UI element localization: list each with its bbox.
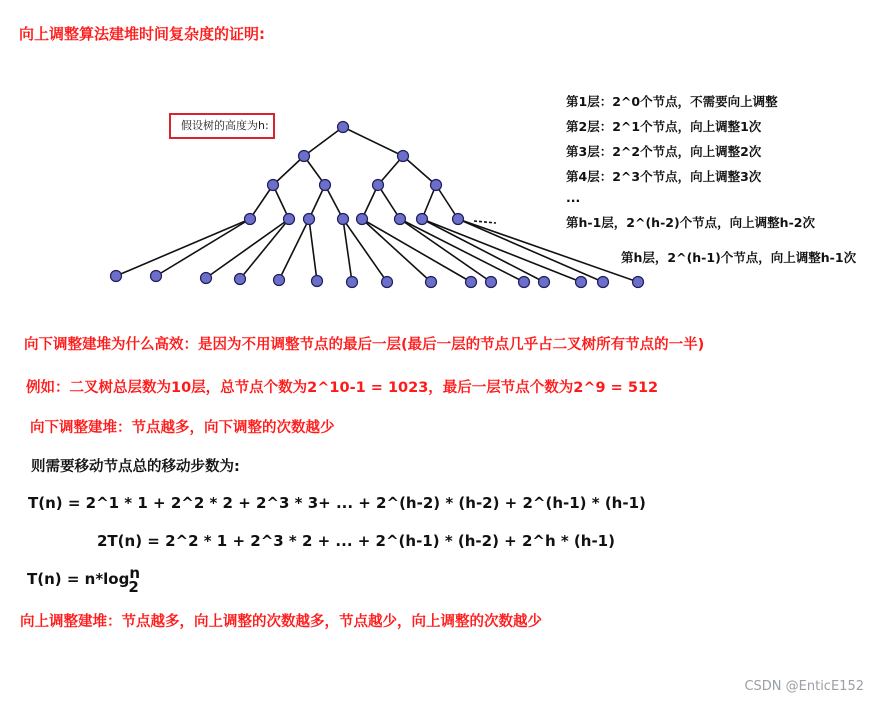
tree-node [431, 180, 442, 191]
level-3-text: 第3层：2^2个节点，向上调整2次 [566, 144, 762, 159]
tree-node [357, 214, 368, 225]
level-1-text: 第1层：2^0个节点，不需要向上调整 [566, 94, 778, 109]
tree-node [398, 151, 409, 162]
tree-node [382, 277, 393, 288]
tree-edge [362, 219, 431, 282]
total-steps-text: 则需要移动节点总的移动步数为: [31, 459, 240, 475]
tree-edge [273, 156, 304, 185]
tree-node [111, 271, 122, 282]
tree-node [320, 180, 331, 191]
tree-edge [279, 219, 309, 280]
tree-edge [250, 185, 273, 219]
tree-node [299, 151, 310, 162]
tree-edge [343, 219, 387, 282]
tree-node [633, 277, 644, 288]
level-h-minus-1-text: 第h-1层，2^(h-2)个节点，向上调整h-2次 [566, 215, 815, 230]
up-adjust-rule: 向上调整建堆：节点越多，向上调整的次数越多，节点越少，向上调整的次数越少 [20, 614, 542, 630]
tree-node [284, 214, 295, 225]
tree-height-note: 假设树的高度为h: [169, 113, 275, 139]
equation-2: 2T(n) = 2^2 * 1 + 2^3 * 2 + ... + 2^(h-1) * (h-2) + 2^h * (h-1) [97, 532, 615, 550]
equation-3-sub: 2 [128, 578, 139, 596]
equation-3-sup: n [129, 564, 141, 582]
tree-node [312, 276, 323, 287]
tree-edge [343, 127, 403, 156]
level-h-text: 第h层，2^(h-1)个节点，向上调整h-1次 [621, 250, 857, 265]
level-ellipsis: ... [566, 190, 581, 205]
why-efficient-text: 向下调整建堆为什么高效：是因为不用调整节点的最后一层(最后一层的节点几乎占二叉树所有节点的一半) [24, 337, 705, 353]
watermark: CSDN @EnticE152 [744, 679, 864, 694]
example-text: 例如：二叉树总层数为10层，总节点个数为2^10-1 = 1023，最后一层节点个数为2^9 = 512 [26, 380, 659, 396]
page-title: 向上调整算法建堆时间复杂度的证明: [19, 25, 266, 43]
tree-edge [362, 219, 471, 282]
tree-node [466, 277, 477, 288]
tree-node [338, 122, 349, 133]
tree-node [201, 273, 212, 284]
tree-edge [343, 219, 352, 282]
tree-trailing-dash [474, 221, 496, 223]
tree-node [598, 277, 609, 288]
tree-edge [400, 219, 524, 282]
tree-edge [309, 219, 317, 281]
equation-3 [27, 564, 143, 596]
tree-node [274, 275, 285, 286]
tree-node [539, 277, 550, 288]
level-2-text: 第2层：2^1个节点，向上调整1次 [566, 119, 762, 134]
equation-3-main: T(n) = n*log [27, 570, 130, 588]
tree-node [576, 277, 587, 288]
tree-node [338, 214, 349, 225]
tree-node [304, 214, 315, 225]
tree-node [347, 277, 358, 288]
tree-node [235, 274, 246, 285]
tree-node [486, 277, 497, 288]
tree-edge [156, 219, 250, 276]
tree-node [268, 180, 279, 191]
tree-node [395, 214, 406, 225]
tree-node [453, 214, 464, 225]
tree-node [373, 180, 384, 191]
tree-node [426, 277, 437, 288]
down-adjust-rule: 向下调整建堆：节点越多，向下调整的次数越少 [30, 420, 335, 436]
tree-node [519, 277, 530, 288]
tree-edge [116, 219, 250, 276]
tree-node [417, 214, 428, 225]
tree-node [245, 214, 256, 225]
level-4-text: 第4层：2^3个节点，向上调整3次 [566, 169, 762, 184]
equation-1: T(n) = 2^1 * 1 + 2^2 * 2 + 2^3 * 3+ ... + 2^(h-2) * (h-2) + 2^(h-1) * (h-1) [28, 494, 646, 512]
tree-edge [304, 127, 343, 156]
tree-node [151, 271, 162, 282]
tree-edge [403, 156, 436, 185]
